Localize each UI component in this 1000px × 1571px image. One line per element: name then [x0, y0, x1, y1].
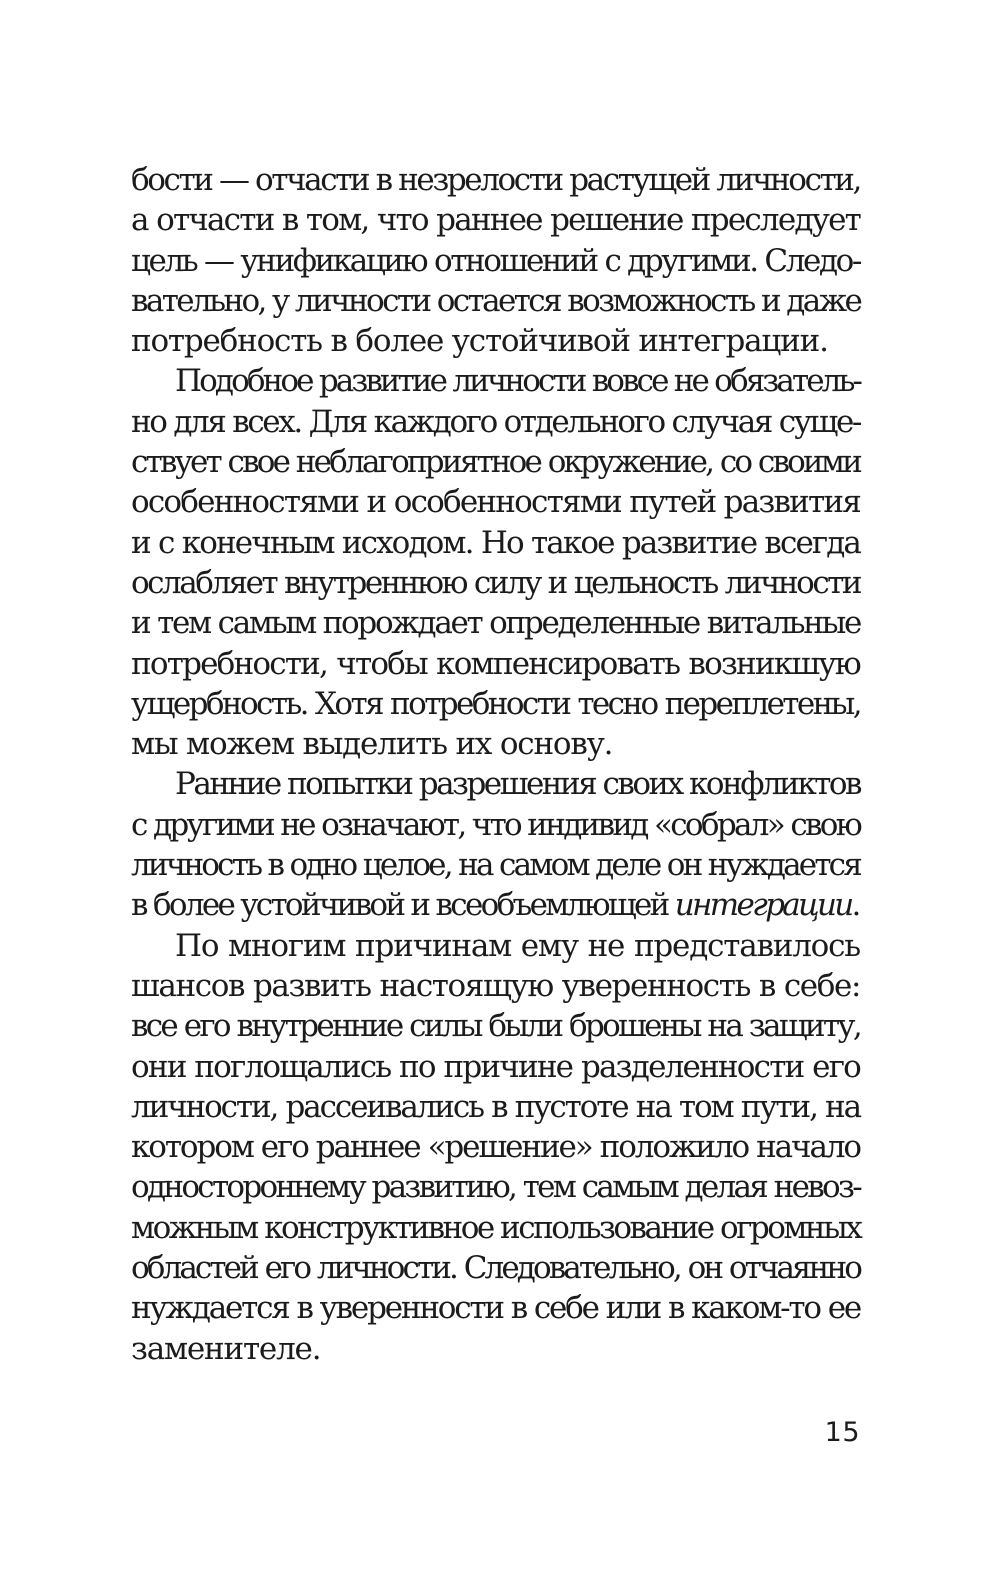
text-line: ослабляет внутреннюю силу и цельность личности: [131, 564, 860, 601]
body-text: [131, 160, 860, 1369]
text-line: Ранние попытки разрешения своих конфликтов: [175, 766, 860, 803]
text-line: бости — отчасти в незрелости растущей личности,: [131, 162, 860, 198]
page-number: 15: [824, 1417, 860, 1448]
paragraph-4: [131, 926, 860, 1369]
text-line: потребность в более устойчивой интеграции.: [131, 323, 828, 360]
text-line: мы можем выделить их основу.: [131, 726, 613, 763]
text-line: и с конечным исходом. Но такое развитие всегда: [131, 524, 860, 561]
text-line: но для всех. Для каждого отдельного случая суще-: [131, 403, 860, 440]
text-line: Подобное развитие личности вовсе не обязатель-: [175, 363, 860, 400]
paragraph-1: [131, 160, 860, 361]
text-line: все его внутренние силы были брошены на защиту,: [131, 1008, 860, 1045]
text-fragment: .: [851, 887, 859, 924]
text-line: цель — унификацию отношений с другими. Следо-: [131, 242, 860, 279]
text-line: особенностями и особенностями путей развития: [131, 484, 860, 521]
text-line: ствует свое неблагоприятное окружение, со своими: [131, 444, 860, 481]
text-line: ущербность. Хотя потребности тесно переплетены,: [131, 685, 860, 722]
text-line: личность в одно целое, на самом деле он нуждается: [131, 847, 860, 884]
text-line: По многим причинам ему не представилось: [175, 927, 860, 964]
text-line: областей его личности. Следовательно, он отчаянно: [131, 1250, 860, 1287]
text-line: и тем самым порождает определенные витальные: [131, 605, 860, 642]
text-line: шансов развить настоящую уверенность в себе:: [131, 967, 860, 1004]
text-line: заменителе.: [131, 1330, 321, 1367]
text-line: одностороннему развитию, тем самым делая невоз-: [131, 1169, 860, 1206]
text-line: с другими не означают, что индивид «собрал» свою: [131, 806, 860, 843]
text-line: личности, рассеивались в пустоте на том пути, на: [131, 1088, 860, 1125]
text-line: котором его раннее «решение» положило начало: [131, 1129, 860, 1166]
text-line: нуждается в уверенности в себе или в каком-то ее: [131, 1290, 860, 1327]
text-line: вательно, у личности остается возможность и даже: [131, 282, 861, 319]
text-line: потребности, чтобы компенсировать возникшую: [131, 645, 860, 682]
text-line: они поглощались по причине разделенности его: [131, 1048, 860, 1085]
emphasis-text: интеграции: [674, 887, 852, 924]
text-line: [131, 885, 860, 925]
paragraph-3: [131, 764, 860, 925]
text-fragment: в более устойчивой и всеобъемлющей: [131, 887, 675, 924]
text-line: а отчасти в том, что раннее решение преследует: [131, 202, 860, 239]
paragraph-2: [131, 361, 860, 764]
text-line: можным конструктивное использование огромных: [131, 1209, 861, 1246]
